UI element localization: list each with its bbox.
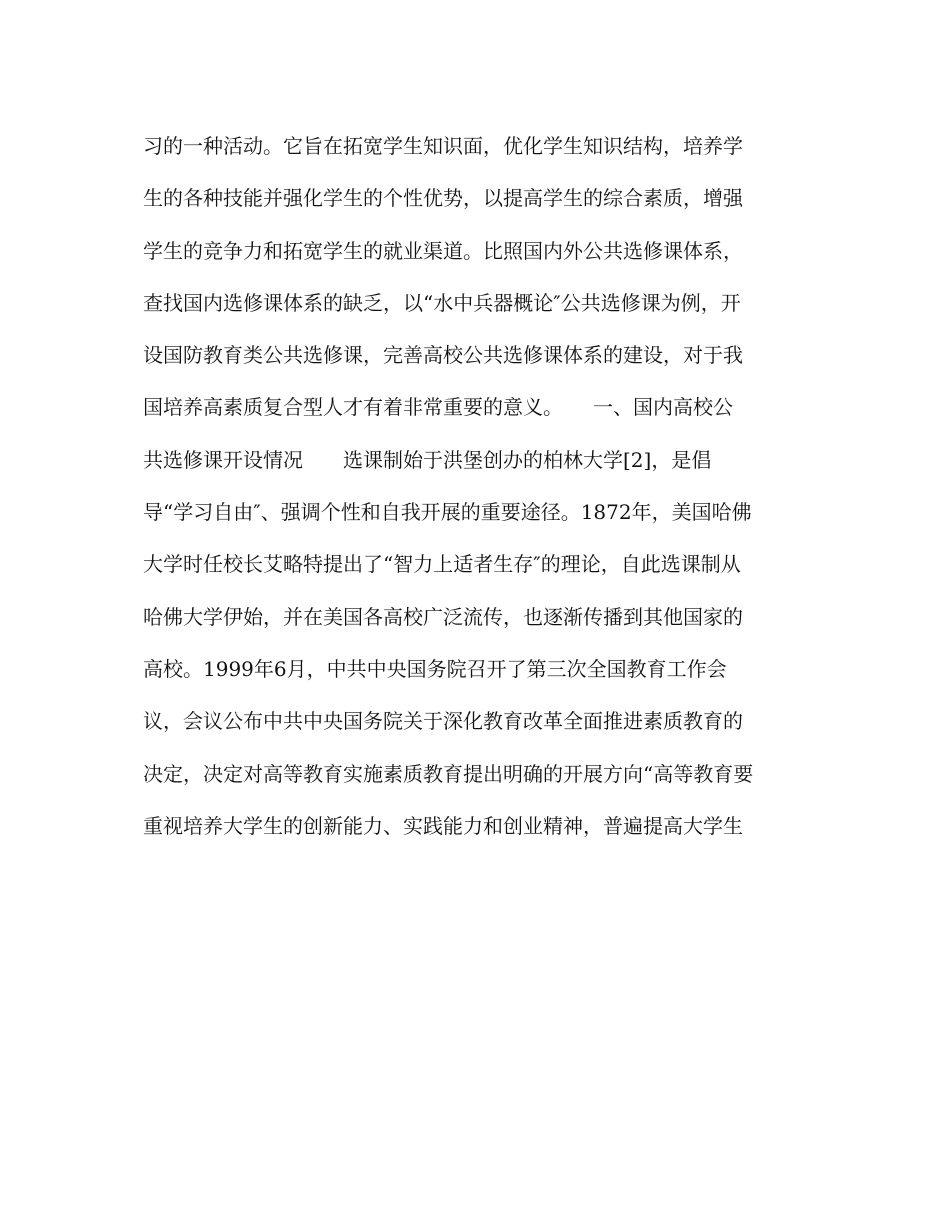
text-line: 导“学习自由″、强调个性和自我开展的重要途径。1872年，美国哈佛 (143, 500, 752, 525)
text-line: 重视培养大学生的创新能力、实践能力和创业精神，普遍提高大学生 (143, 813, 743, 838)
text-line: 共选修课开设情况 选课制始于洪堡创办的柏林大学[2]，是倡 (143, 447, 712, 472)
body-text (143, 120, 823, 852)
text-line: 查找国内选修课体系的缺乏，以“水中兵器概论″公共选修课为例，开 (143, 290, 741, 315)
text-line: 习的一种活动。它旨在拓宽学生知识面，优化学生知识结构，培养学 (143, 134, 743, 158)
text-line: 哈佛大学伊始，并在美国各高校广泛流传，也逐渐传播到其他国家的 (143, 604, 743, 629)
text-line: 议，会议公布中共中央国务院关于深化教育改革全面推进素质教育的 (143, 709, 743, 734)
text-line: 设国防教育类公共选修课，完善高校公共选修课体系的建设，对于我 (143, 343, 743, 368)
text-line: 决定，决定对高等教育实施素质教育提出明确的开展方向“高等教育要 (143, 761, 754, 786)
text-line: 学生的竞争力和拓宽学生的就业渠道。比照国内外公共选修课体系， (143, 238, 743, 263)
text-line: 生的各种技能并强化学生的个性优势，以提高学生的综合素质，增强 (143, 186, 743, 211)
text-line: 高校。1999年6月，中共中央国务院召开了第三次全国教育工作会 (143, 656, 727, 681)
text-line: 国培养高素质复合型人才有着非常重要的意义。 一、国内高校公 (143, 395, 733, 420)
text-line: 大学时任校长艾略特提出了“智力上适者生存″的理论，自此选课制从 (143, 552, 741, 577)
